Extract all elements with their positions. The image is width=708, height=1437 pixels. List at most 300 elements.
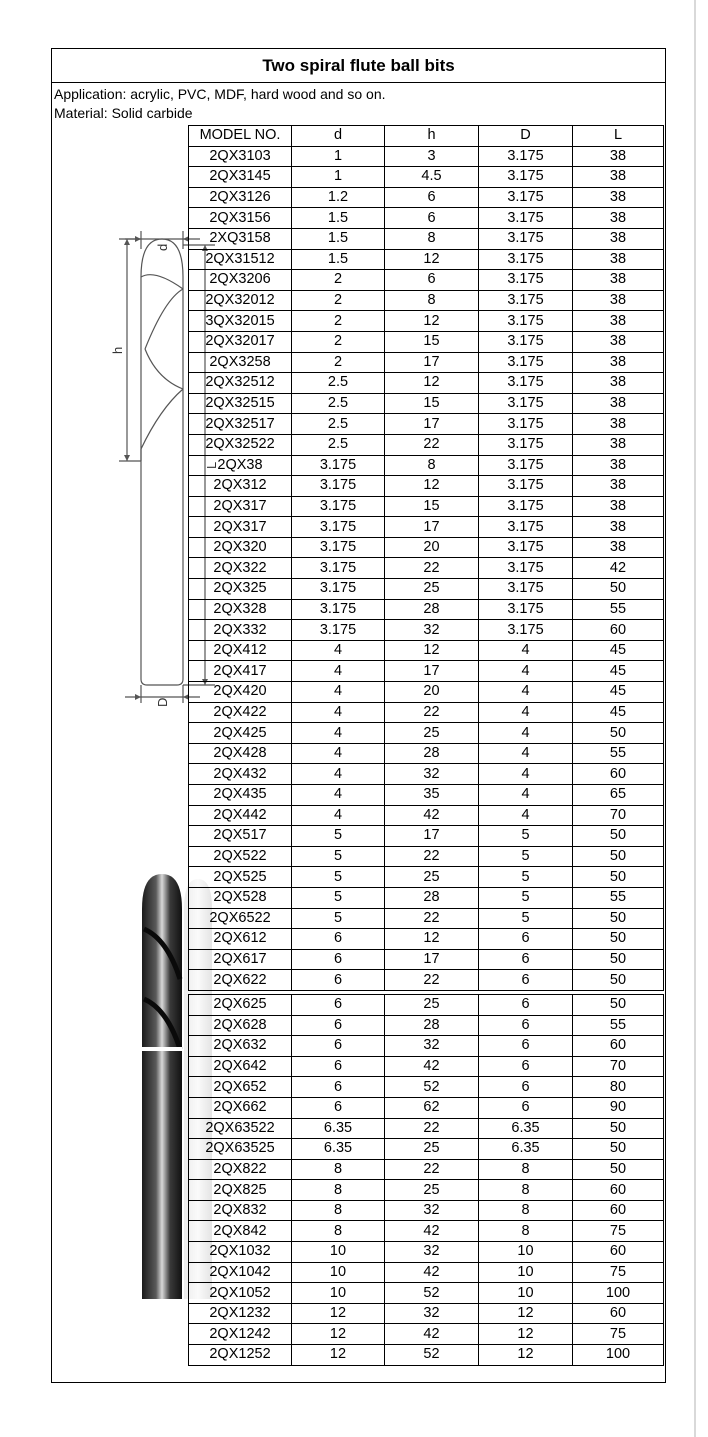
cell-model: 2QX632: [189, 1036, 292, 1057]
table-header-row: [189, 126, 664, 147]
cell-L: 38: [573, 517, 664, 538]
cell-D: 5: [479, 826, 573, 847]
cell-D: 6: [479, 1077, 573, 1098]
cell-L: 50: [573, 1159, 664, 1180]
cell-d: 1.5: [292, 249, 385, 270]
material-line: Material: Solid carbide: [54, 105, 193, 121]
cell-d: 1.5: [292, 208, 385, 229]
cell-L: 100: [573, 1345, 664, 1366]
table-row: [189, 1221, 664, 1242]
table-row: [189, 496, 664, 517]
cell-d: 8: [292, 1221, 385, 1242]
cell-D: 4: [479, 805, 573, 826]
table-row: [189, 1036, 664, 1057]
cell-h: 22: [385, 1159, 479, 1180]
table-row: [189, 1159, 664, 1180]
table-row: [189, 208, 664, 229]
table-row: [189, 1118, 664, 1139]
table-row: [189, 1077, 664, 1098]
cell-model: 2QX317: [189, 496, 292, 517]
cell-L: 38: [573, 167, 664, 188]
table-row: [189, 867, 664, 888]
cell-L: 55: [573, 1015, 664, 1036]
table-row: [189, 826, 664, 847]
cell-L: 38: [573, 414, 664, 435]
cell-model: 2QX622: [189, 970, 292, 991]
cell-h: 22: [385, 846, 479, 867]
cell-L: 80: [573, 1077, 664, 1098]
table-row: [189, 994, 664, 1015]
cell-D: 6: [479, 1015, 573, 1036]
cell-D: 3.175: [479, 496, 573, 517]
cell-model: 2QX525: [189, 867, 292, 888]
cell-L: 75: [573, 1221, 664, 1242]
cell-h: 15: [385, 331, 479, 352]
cell-L: 45: [573, 661, 664, 682]
cell-L: 60: [573, 1180, 664, 1201]
cell-D: 3.175: [479, 373, 573, 394]
cell-L: 38: [573, 228, 664, 249]
cell-L: 38: [573, 290, 664, 311]
table-row: [189, 846, 664, 867]
cell-D: 3.175: [479, 517, 573, 538]
cell-model: 2QX1232: [189, 1303, 292, 1324]
cell-d: 5: [292, 846, 385, 867]
cell-L: 45: [573, 702, 664, 723]
cell-h: 17: [385, 517, 479, 538]
diagram-label-d: d: [155, 243, 170, 251]
cell-D: 4: [479, 785, 573, 806]
page-edge-rule: [694, 0, 696, 1437]
table-row: [189, 743, 664, 764]
cell-model: 2QX517: [189, 826, 292, 847]
cell-D: 4: [479, 702, 573, 723]
cell-model: 2QX832: [189, 1200, 292, 1221]
cell-D: 3.175: [479, 187, 573, 208]
cell-model: 2QX425: [189, 723, 292, 744]
cell-d: 10: [292, 1242, 385, 1263]
cell-h: 22: [385, 908, 479, 929]
cell-D: 12: [479, 1303, 573, 1324]
cell-L: 50: [573, 867, 664, 888]
cell-model: 2QX420: [189, 682, 292, 703]
cell-d: 2: [292, 290, 385, 311]
header-D: D: [479, 126, 573, 147]
cell-D: 3.175: [479, 537, 573, 558]
cell-d: 12: [292, 1324, 385, 1345]
cell-h: 17: [385, 352, 479, 373]
cell-h: 32: [385, 1036, 479, 1057]
table-row: [189, 290, 664, 311]
cell-h: 25: [385, 723, 479, 744]
cell-D: 6: [479, 1097, 573, 1118]
cell-D: 6.35: [479, 1118, 573, 1139]
cell-D: 3.175: [479, 352, 573, 373]
cell-d: 4: [292, 661, 385, 682]
cell-model: 2QX31512: [189, 249, 292, 270]
cell-model: 2QX1032: [189, 1242, 292, 1263]
cell-d: 1: [292, 146, 385, 167]
cell-D: 5: [479, 867, 573, 888]
cell-L: 50: [573, 994, 664, 1015]
cell-L: 50: [573, 1118, 664, 1139]
cell-d: 3.175: [292, 476, 385, 497]
table-row: [189, 558, 664, 579]
cell-model: 2QX317: [189, 517, 292, 538]
cell-D: 3.175: [479, 270, 573, 291]
cell-model: 2QX3103: [189, 146, 292, 167]
cell-d: 5: [292, 867, 385, 888]
cell-L: 90: [573, 1097, 664, 1118]
cell-model: 2QX322: [189, 558, 292, 579]
cell-d: 2.5: [292, 373, 385, 394]
cell-D: 3.175: [479, 393, 573, 414]
diagram-label-D: D: [155, 697, 170, 707]
cell-d: 4: [292, 805, 385, 826]
cell-D: 12: [479, 1324, 573, 1345]
cell-D: 6: [479, 1036, 573, 1057]
cell-model: 3QX32015: [189, 311, 292, 332]
cell-h: 3: [385, 146, 479, 167]
cell-model: 2QX325: [189, 579, 292, 600]
table-row: [189, 1262, 664, 1283]
cell-d: 5: [292, 887, 385, 908]
cell-h: 25: [385, 1180, 479, 1201]
cell-D: 6: [479, 949, 573, 970]
cell-h: 15: [385, 496, 479, 517]
table-row: [189, 805, 664, 826]
cell-d: 4: [292, 682, 385, 703]
cell-D: 8: [479, 1221, 573, 1242]
cell-L: 38: [573, 455, 664, 476]
cell-h: 32: [385, 1303, 479, 1324]
cell-h: 6: [385, 208, 479, 229]
cell-model: 2QX328: [189, 599, 292, 620]
table-body: [189, 146, 664, 1365]
cell-d: 3.175: [292, 537, 385, 558]
cell-L: 50: [573, 970, 664, 991]
cell-D: 12: [479, 1345, 573, 1366]
diagram-label-L: L: [204, 461, 219, 469]
table-row: [189, 537, 664, 558]
table-row: [189, 1303, 664, 1324]
cell-L: 38: [573, 373, 664, 394]
cell-h: 25: [385, 867, 479, 888]
cell-model: 2QX422: [189, 702, 292, 723]
table-row: [189, 146, 664, 167]
cell-L: 70: [573, 1056, 664, 1077]
cell-L: 50: [573, 949, 664, 970]
cell-D: 3.175: [479, 290, 573, 311]
cell-model: 2QX312: [189, 476, 292, 497]
table-row: [189, 1345, 664, 1366]
cell-d: 2: [292, 331, 385, 352]
header-L: L: [573, 126, 664, 147]
cell-D: 3.175: [479, 414, 573, 435]
cell-L: 60: [573, 1242, 664, 1263]
cell-h: 42: [385, 1056, 479, 1077]
cell-D: 4: [479, 640, 573, 661]
cell-model: 2QX522: [189, 846, 292, 867]
cell-D: 3.175: [479, 599, 573, 620]
header-h: h: [385, 126, 479, 147]
cell-h: 12: [385, 640, 479, 661]
cell-L: 75: [573, 1262, 664, 1283]
cell-h: 25: [385, 579, 479, 600]
cell-D: 8: [479, 1159, 573, 1180]
cell-d: 6.35: [292, 1139, 385, 1160]
cell-D: 5: [479, 846, 573, 867]
cell-d: 6: [292, 929, 385, 950]
cell-L: 60: [573, 764, 664, 785]
cell-d: 12: [292, 1303, 385, 1324]
cell-d: 4: [292, 723, 385, 744]
table-row: [189, 1097, 664, 1118]
cell-D: 6.35: [479, 1139, 573, 1160]
cell-h: 22: [385, 970, 479, 991]
cell-model: 2QX32512: [189, 373, 292, 394]
cell-L: 50: [573, 908, 664, 929]
cell-d: 6: [292, 1056, 385, 1077]
cell-model: 2QX442: [189, 805, 292, 826]
cell-D: 8: [479, 1180, 573, 1201]
table-row: [189, 702, 664, 723]
diagram-label-h: h: [110, 346, 125, 354]
table-row: [189, 764, 664, 785]
cell-model: 2QX612: [189, 929, 292, 950]
cell-d: 2: [292, 270, 385, 291]
table-row: [189, 661, 664, 682]
cell-d: 2: [292, 352, 385, 373]
cell-d: 3.175: [292, 599, 385, 620]
table-row: [189, 414, 664, 435]
table-row: [189, 373, 664, 394]
cell-L: 55: [573, 887, 664, 908]
cell-L: 38: [573, 352, 664, 373]
cell-L: 60: [573, 620, 664, 641]
cell-L: 70: [573, 805, 664, 826]
cell-d: 6: [292, 1077, 385, 1098]
table-row: [189, 331, 664, 352]
cell-h: 12: [385, 476, 479, 497]
cell-model: 2QX428: [189, 743, 292, 764]
cell-model: 2QX32012: [189, 290, 292, 311]
cell-d: 8: [292, 1159, 385, 1180]
cell-D: 6: [479, 929, 573, 950]
table-row: [189, 434, 664, 455]
table-row: [189, 455, 664, 476]
cell-d: 6: [292, 1036, 385, 1057]
cell-model: 2QX628: [189, 1015, 292, 1036]
cell-d: 5: [292, 826, 385, 847]
cell-model: 2QX528: [189, 887, 292, 908]
cell-D: 4: [479, 743, 573, 764]
table-row: [189, 270, 664, 291]
table-row: [189, 1139, 664, 1160]
cell-d: 6: [292, 1097, 385, 1118]
cell-L: 38: [573, 146, 664, 167]
cell-d: 3.175: [292, 455, 385, 476]
cell-d: 2.5: [292, 393, 385, 414]
cell-d: 4: [292, 764, 385, 785]
cell-L: 45: [573, 640, 664, 661]
cell-D: 3.175: [479, 167, 573, 188]
cell-h: 4.5: [385, 167, 479, 188]
spec-sheet: [51, 48, 666, 1383]
specifications-table: [188, 125, 664, 1366]
table-row: [189, 929, 664, 950]
cell-D: 4: [479, 764, 573, 785]
cell-model: 2QX3126: [189, 187, 292, 208]
cell-h: 28: [385, 743, 479, 764]
cell-D: 3.175: [479, 455, 573, 476]
table-row: [189, 682, 664, 703]
table-row: [189, 249, 664, 270]
cell-model: 2QX417: [189, 661, 292, 682]
cell-h: 52: [385, 1077, 479, 1098]
cell-model: 2QX642: [189, 1056, 292, 1077]
cell-model: 2XQ3158: [189, 228, 292, 249]
cell-model: 2QX332: [189, 620, 292, 641]
cell-d: 1.5: [292, 228, 385, 249]
header-model: MODEL NO.: [189, 126, 292, 147]
cell-h: 15: [385, 393, 479, 414]
cell-d: 2.5: [292, 414, 385, 435]
cell-h: 20: [385, 682, 479, 703]
cell-model: 2QX38: [189, 455, 292, 476]
cell-L: 50: [573, 579, 664, 600]
cell-L: 100: [573, 1283, 664, 1304]
table-row: [189, 908, 664, 929]
cell-model: 2QX3206: [189, 270, 292, 291]
cell-d: 8: [292, 1200, 385, 1221]
cell-L: 50: [573, 826, 664, 847]
cell-model: 2QX32517: [189, 414, 292, 435]
cell-d: 1: [292, 167, 385, 188]
header-d: d: [292, 126, 385, 147]
cell-L: 38: [573, 393, 664, 414]
cell-D: 10: [479, 1242, 573, 1263]
cell-d: 6: [292, 994, 385, 1015]
cell-h: 6: [385, 187, 479, 208]
cell-D: 6: [479, 994, 573, 1015]
cell-d: 3.175: [292, 558, 385, 579]
table-row: [189, 1283, 664, 1304]
cell-h: 32: [385, 764, 479, 785]
cell-h: 52: [385, 1283, 479, 1304]
cell-h: 42: [385, 1262, 479, 1283]
cell-model: 2QX3145: [189, 167, 292, 188]
cell-L: 50: [573, 846, 664, 867]
cell-model: 2QX3258: [189, 352, 292, 373]
cell-L: 55: [573, 599, 664, 620]
cell-h: 42: [385, 1221, 479, 1242]
cell-model: 2QX1042: [189, 1262, 292, 1283]
cell-model: 2QX1252: [189, 1345, 292, 1366]
cell-h: 28: [385, 1015, 479, 1036]
cell-d: 4: [292, 702, 385, 723]
table-row: [189, 620, 664, 641]
cell-d: 5: [292, 908, 385, 929]
cell-h: 17: [385, 661, 479, 682]
cell-D: 3.175: [479, 146, 573, 167]
cell-model: 2QX32522: [189, 434, 292, 455]
cell-model: 2QX625: [189, 994, 292, 1015]
cell-model: 2QX435: [189, 785, 292, 806]
cell-h: 32: [385, 1242, 479, 1263]
table-row: [189, 1242, 664, 1263]
cell-model: 2QX63525: [189, 1139, 292, 1160]
cell-d: 3.175: [292, 620, 385, 641]
table-row: [189, 393, 664, 414]
cell-h: 22: [385, 1118, 479, 1139]
cell-L: 50: [573, 929, 664, 950]
cell-h: 6: [385, 270, 479, 291]
cell-d: 4: [292, 743, 385, 764]
cell-h: 42: [385, 1324, 479, 1345]
cell-D: 10: [479, 1283, 573, 1304]
cell-L: 38: [573, 208, 664, 229]
table-row: [189, 187, 664, 208]
table-row: [189, 476, 664, 497]
cell-d: 3.175: [292, 517, 385, 538]
cell-h: 52: [385, 1345, 479, 1366]
cell-D: 3.175: [479, 311, 573, 332]
cell-d: 10: [292, 1262, 385, 1283]
cell-h: 12: [385, 373, 479, 394]
table-row: [189, 167, 664, 188]
cell-h: 22: [385, 434, 479, 455]
cell-L: 42: [573, 558, 664, 579]
table-row: [189, 579, 664, 600]
cell-D: 3.175: [479, 228, 573, 249]
cell-D: 5: [479, 887, 573, 908]
cell-d: 8: [292, 1180, 385, 1201]
cell-L: 50: [573, 1139, 664, 1160]
cell-D: 3.175: [479, 331, 573, 352]
cell-model: 2QX412: [189, 640, 292, 661]
cell-h: 22: [385, 702, 479, 723]
cell-h: 20: [385, 537, 479, 558]
table-row: [189, 599, 664, 620]
cell-d: 6: [292, 949, 385, 970]
cell-L: 38: [573, 537, 664, 558]
cell-h: 22: [385, 558, 479, 579]
cell-model: 2QX432: [189, 764, 292, 785]
cell-h: 28: [385, 599, 479, 620]
table-row: [189, 352, 664, 373]
cell-model: 2QX662: [189, 1097, 292, 1118]
cell-model: 2QX822: [189, 1159, 292, 1180]
table-row: [189, 1015, 664, 1036]
cell-model: 2QX652: [189, 1077, 292, 1098]
cell-h: 25: [385, 994, 479, 1015]
cell-h: 35: [385, 785, 479, 806]
cell-L: 75: [573, 1324, 664, 1345]
cell-d: 1.2: [292, 187, 385, 208]
cell-h: 12: [385, 249, 479, 270]
cell-L: 38: [573, 331, 664, 352]
cell-model: 2QX63522: [189, 1118, 292, 1139]
cell-L: 55: [573, 743, 664, 764]
cell-model: 2QX842: [189, 1221, 292, 1242]
sheet-title: Two spiral flute ball bits: [52, 49, 665, 83]
table-row: [189, 887, 664, 908]
cell-L: 38: [573, 434, 664, 455]
table-row: [189, 311, 664, 332]
cell-D: 5: [479, 908, 573, 929]
cell-d: 4: [292, 785, 385, 806]
